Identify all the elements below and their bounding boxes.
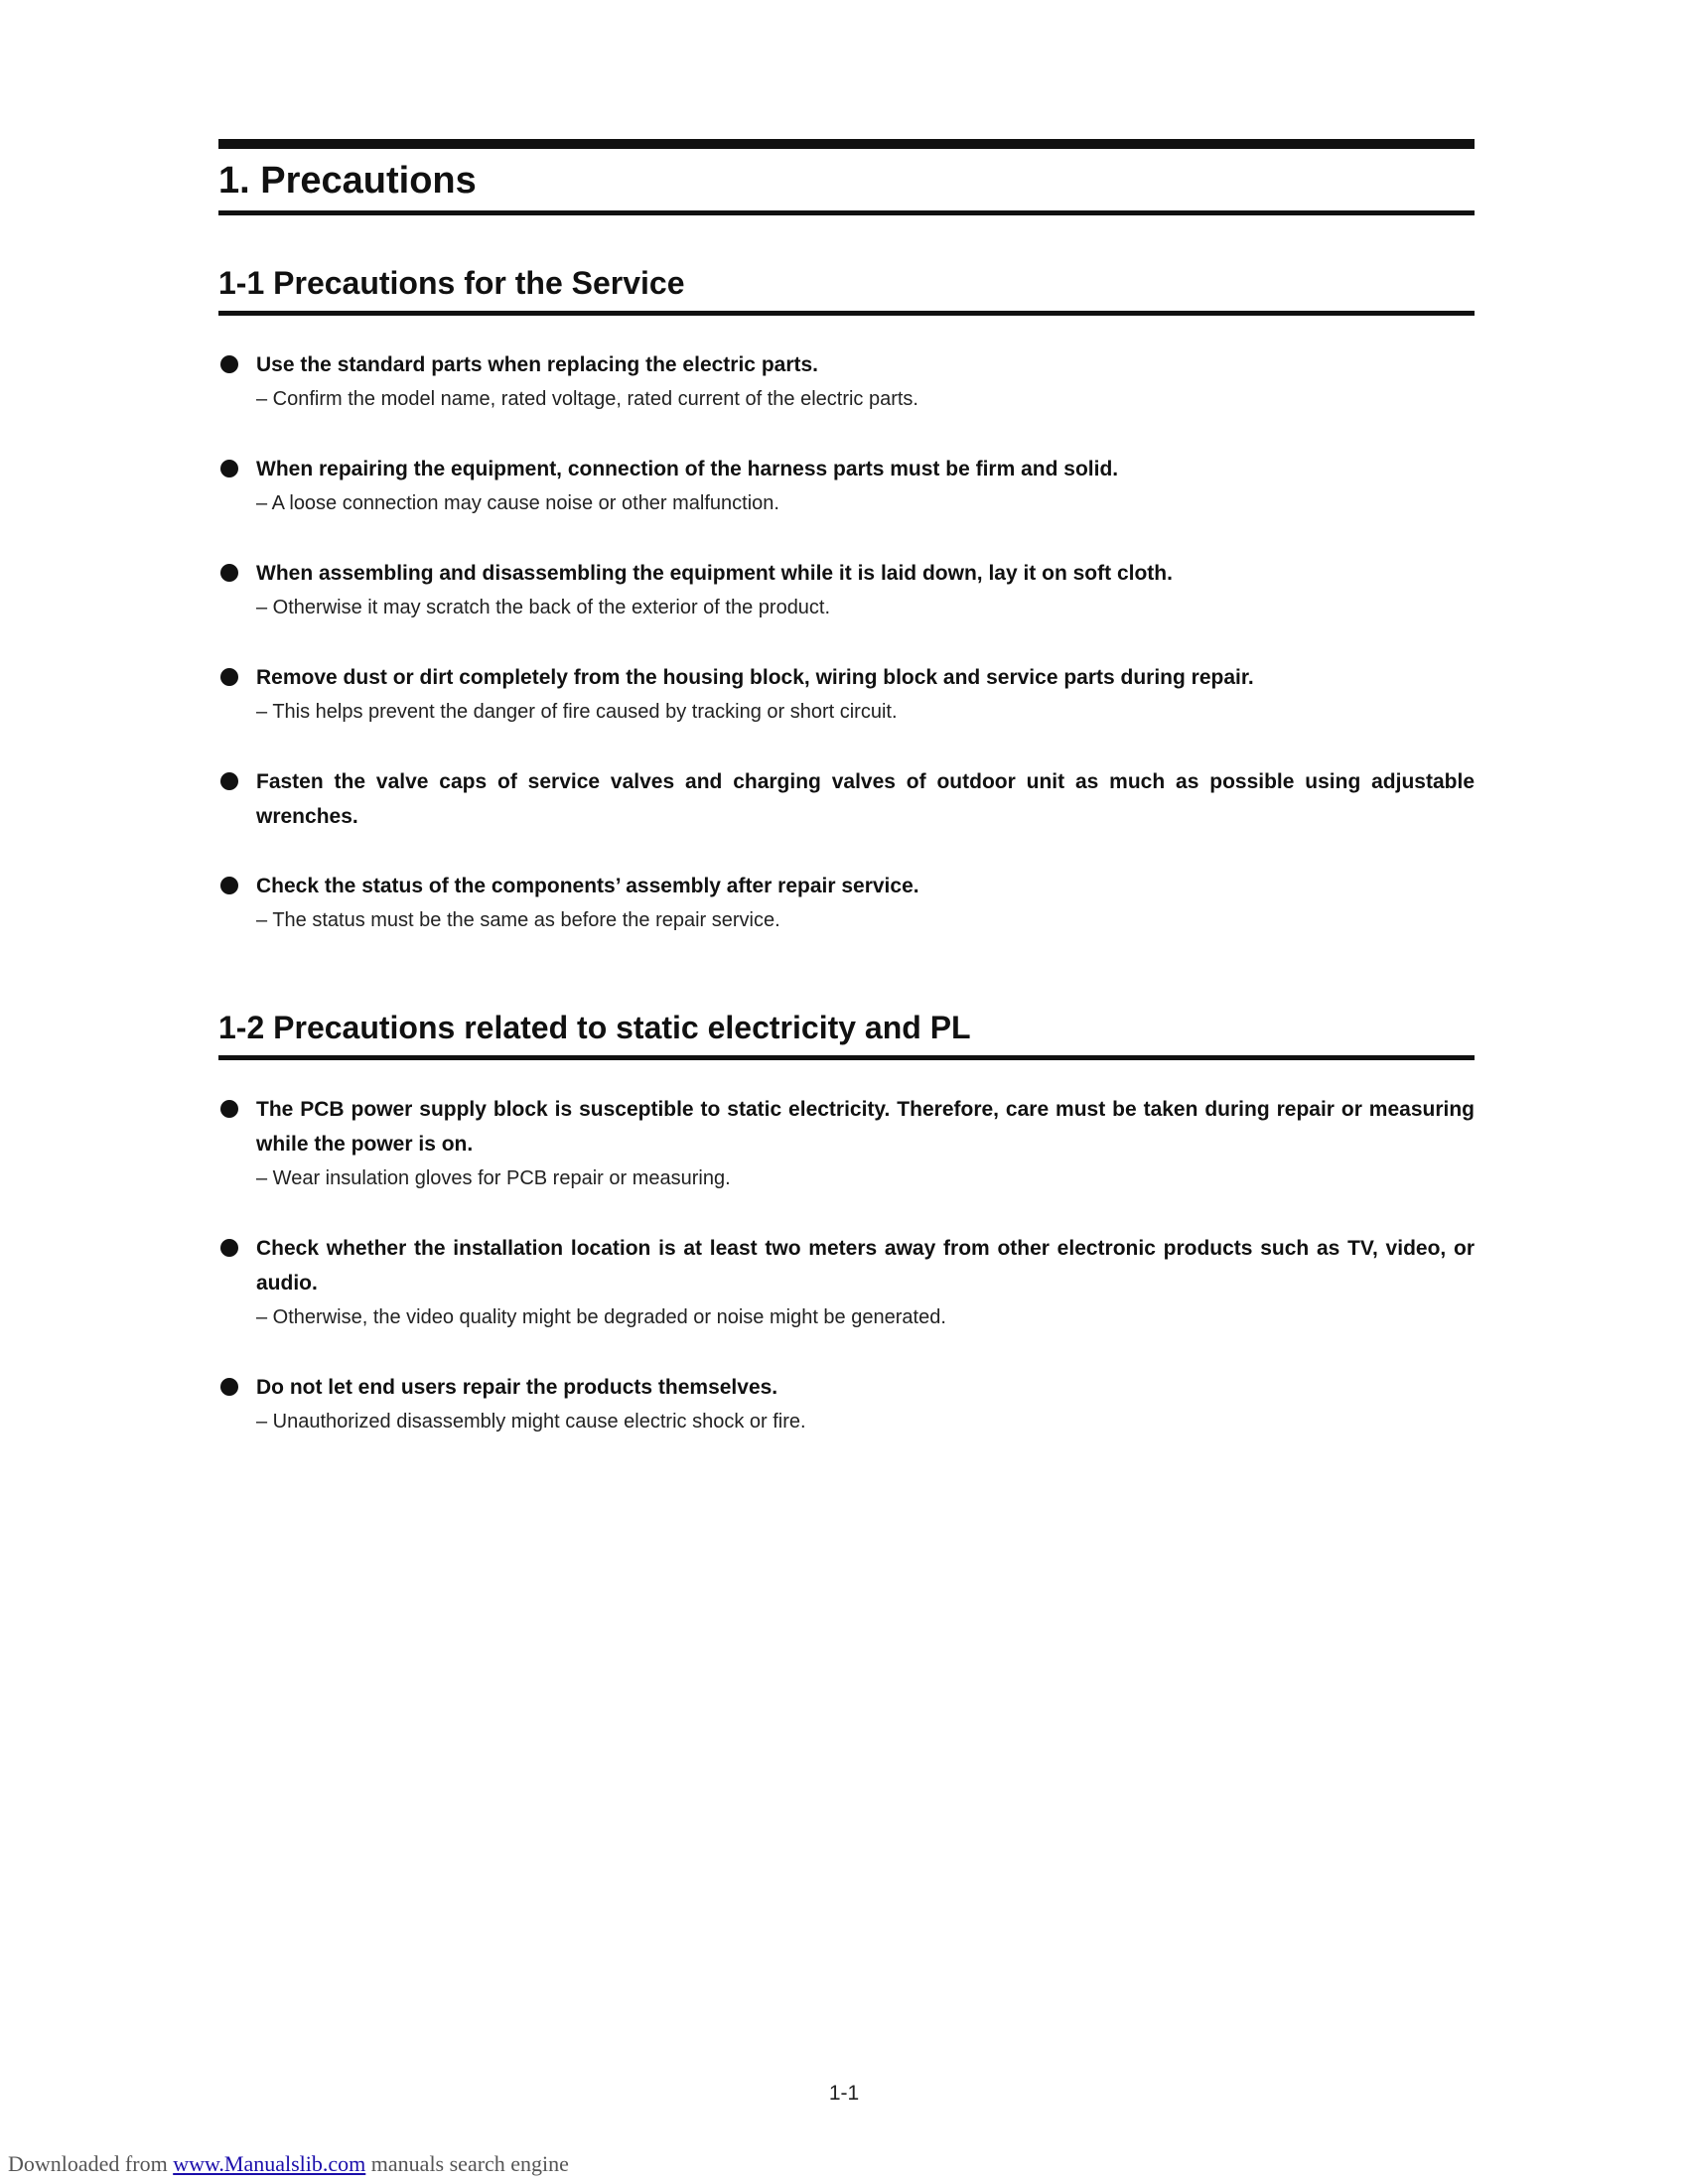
item-title: The PCB power supply block is susceptible to static electricity. Therefore, care must be taken during repair or measuring while the power is on. [256,1098,1475,1156]
chapter-rule-bottom [218,210,1475,215]
bullet-icon [220,1239,238,1257]
list-item [218,869,1475,938]
item-title: Check whether the installation location is at least two meters away from other electronic products such as TV, video, or audio. [256,1237,1475,1295]
item-title: When repairing the equipment, connection of the harness parts must be firm and solid. [256,458,1119,480]
item-title: Use the standard parts when replacing the electric parts. [256,353,819,376]
bullet-icon [220,1100,238,1118]
item-title: Fasten the valve caps of service valves and charging valves of outdoor unit as much as possible using adjustable wrenches. [256,770,1475,828]
list-item [218,764,1475,834]
page-content [218,139,1475,1439]
item-note: – Otherwise it may scratch the back of the exterior of the product. [256,597,831,618]
bullet-icon [220,772,238,790]
item-note: – Confirm the model name, rated voltage, rated current of the electric parts. [256,388,918,410]
footer-prefix: Downloaded from [8,2151,168,2176]
section-static-electricity-precautions [218,1008,1475,1439]
list-item [218,1092,1475,1196]
bullet-icon [220,668,238,686]
download-footer [8,2151,569,2177]
item-title: Remove dust or dirt completely from the housing block, wiring block and service parts during repair. [256,666,1254,689]
list-item [218,660,1475,730]
bullet-icon [220,355,238,373]
bullet-icon [220,1378,238,1396]
precaution-list [218,1092,1475,1439]
chapter-title: 1. Precautions [218,160,477,202]
item-title: Check the status of the components’ assembly after repair service. [256,875,919,897]
section-service-precautions [218,263,1475,938]
bullet-icon [220,877,238,894]
list-item [218,1231,1475,1335]
footer-suffix: manuals search engine [370,2151,569,2176]
precaution-list [218,347,1475,938]
bullet-icon [220,564,238,582]
item-note: – This helps prevent the danger of fire caused by tracking or short circuit. [256,701,898,723]
item-note: – The status must be the same as before the repair service. [256,909,780,931]
section-rule [218,311,1475,316]
list-item [218,556,1475,625]
item-note: – Otherwise, the video quality might be degraded or noise might be generated. [256,1306,946,1328]
item-title: Do not let end users repair the products themselves. [256,1376,778,1399]
chapter-rule-top [218,139,1475,149]
list-item [218,1370,1475,1439]
section-title: 1-1 Precautions for the Service [218,265,685,301]
manualslib-link[interactable]: www.Manualslib.com [173,2151,366,2176]
list-item [218,347,1475,417]
item-note: – A loose connection may cause noise or other malfunction. [256,492,779,514]
bullet-icon [220,460,238,478]
section-title: 1-2 Precautions related to static electricity and PL [218,1010,971,1045]
list-item [218,452,1475,521]
item-note: – Unauthorized disassembly might cause electric shock or fire. [256,1411,806,1433]
item-note: – Wear insulation gloves for PCB repair or measuring. [256,1167,731,1189]
page-number: 1-1 [828,2082,860,2105]
item-title: When assembling and disassembling the equipment while it is laid down, lay it on soft cloth. [256,562,1173,585]
section-rule [218,1055,1475,1060]
